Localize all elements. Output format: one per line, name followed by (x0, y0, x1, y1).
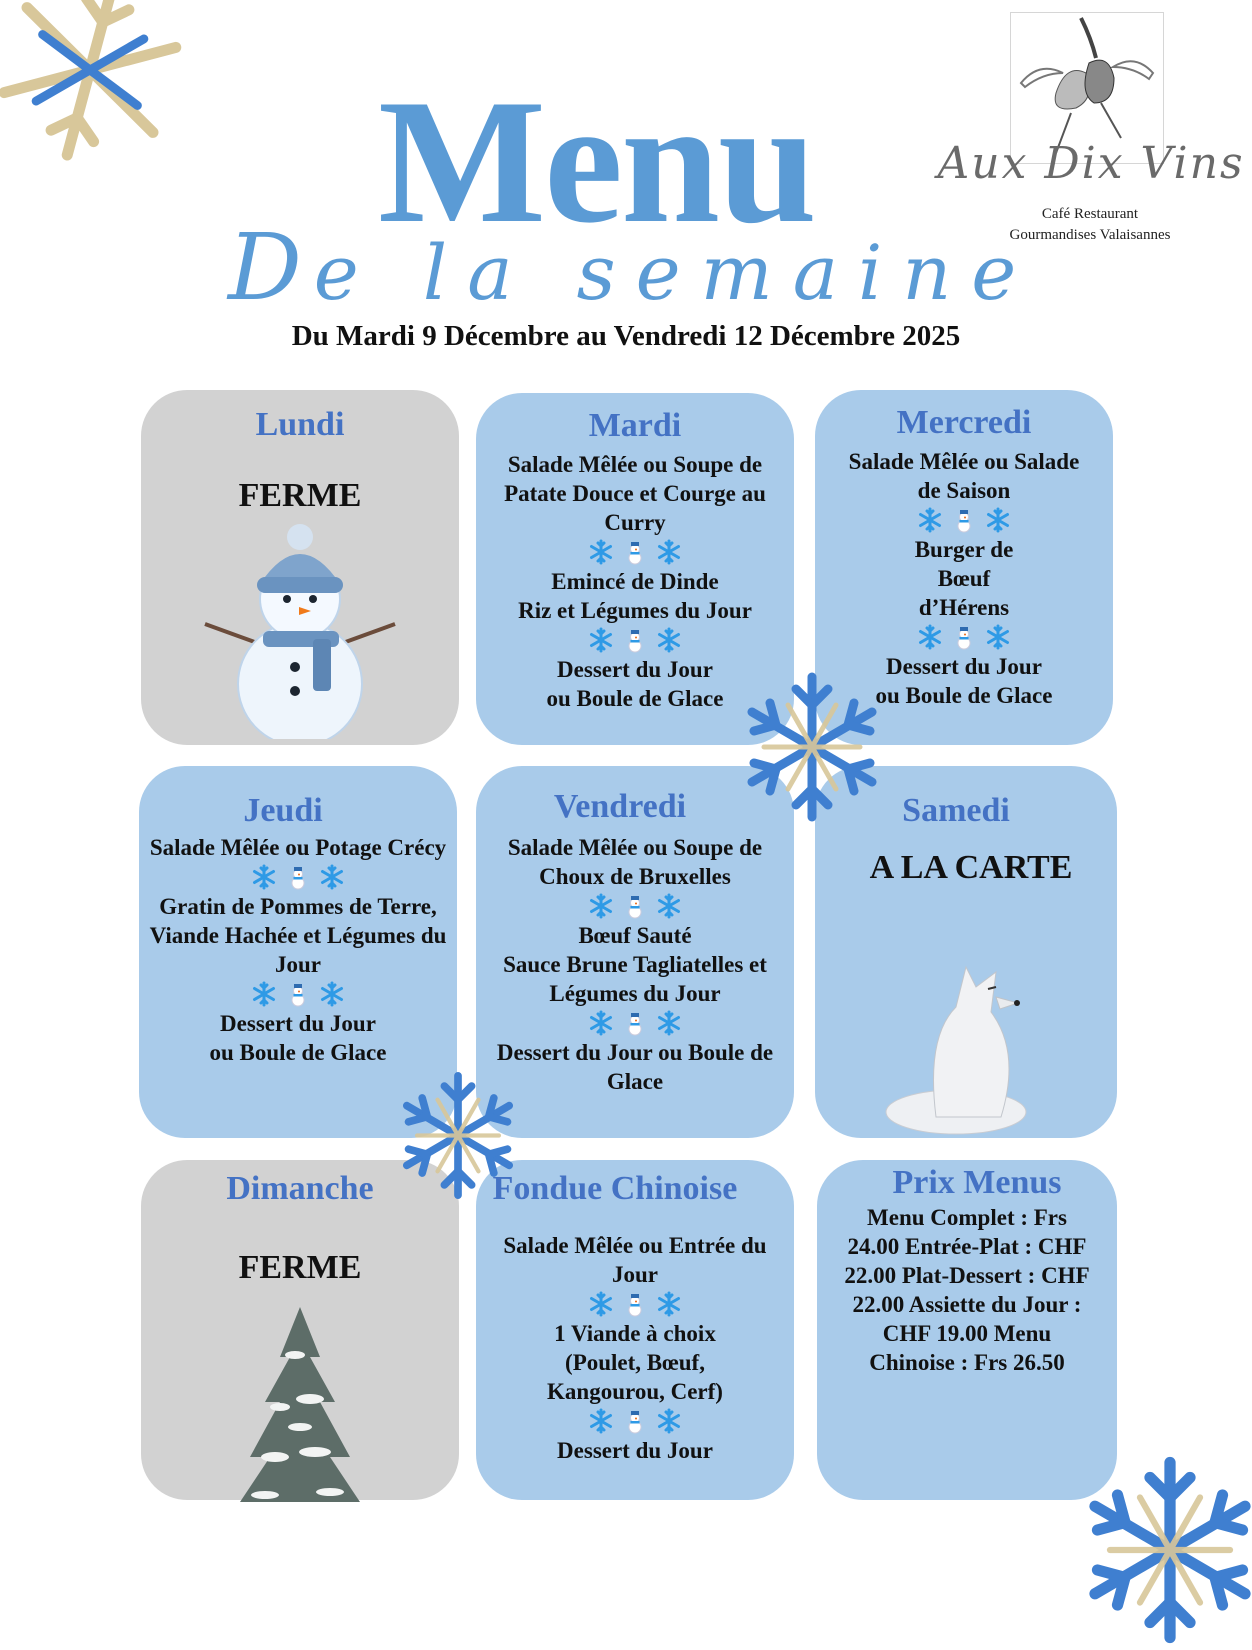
logo-tagline-1: Café Restaurant (1041, 206, 1139, 222)
snowflake-icon (588, 627, 614, 653)
day-status: FERME (238, 477, 362, 515)
separator (476, 1406, 794, 1436)
snowman-icon (622, 1408, 648, 1434)
separator (476, 1289, 794, 1319)
snowflake-icon (656, 1291, 682, 1317)
dessert: Dessert du Jour ou Boule de Glace (496, 1040, 774, 1095)
day-title: Vendredi (553, 788, 687, 825)
snowman-icon (951, 624, 977, 650)
day-title: Samedi (902, 792, 1010, 829)
snowflake-icon (319, 981, 345, 1007)
snowflake-icon (588, 893, 614, 919)
menu-title: Menu (378, 62, 815, 260)
separator (476, 537, 794, 567)
snowflake-icon (251, 981, 277, 1007)
snowflake-icon (588, 539, 614, 565)
snowman-icon (622, 1010, 648, 1036)
snowflake-icon (985, 624, 1011, 650)
snowflake-icon (656, 539, 682, 565)
day-title: Dimanche (226, 1170, 374, 1207)
starter: Salade Mêlée ou Soupe de Choux de Bruxelles (507, 835, 763, 890)
snowman-icon (622, 627, 648, 653)
snowflake-decoration-icon (393, 1063, 523, 1208)
snowflake-icon (656, 1010, 682, 1036)
card-prix-menus (817, 1160, 1117, 1500)
subtitle-capital: D (228, 214, 314, 321)
starter: Salade Mêlée ou Potage Crécy (149, 835, 447, 861)
dessert: Dessert du Jour ou Boule de Glace (875, 654, 1053, 709)
snowman-icon (285, 864, 311, 890)
snowflake-icon (656, 627, 682, 653)
day-title: Mardi (588, 407, 682, 444)
snowflake-icon (319, 864, 345, 890)
snowman-icon (622, 1291, 648, 1317)
logo-tagline-2: Gourmandises Valaisannes (1009, 227, 1171, 243)
main-course: Bœuf Sauté (578, 923, 692, 949)
separator (815, 505, 1113, 535)
starter: Salade Mêlée ou Soupe de Patate Douce et Courge au Curry (504, 452, 766, 536)
snowflake-icon (917, 624, 943, 650)
date-range: Du Mardi 9 Décembre au Vendredi 12 Décembre 2025 (291, 320, 961, 352)
main-course: Emincé de Dinde (551, 569, 719, 595)
fondue-title: Fondue Chinoise (492, 1170, 738, 1207)
snowflake-icon (588, 1291, 614, 1317)
subtitle-text: e la semaine (313, 228, 1037, 317)
dessert: Dessert du Jour ou Boule de Glace (546, 657, 724, 712)
snowflake-icon (588, 1010, 614, 1036)
starter: Salade Mêlée ou Salade de Saison (848, 449, 1080, 504)
main-course: 1 Viande à choix (554, 1321, 716, 1347)
snowman-icon (951, 507, 977, 533)
snowy-fir-tree-icon (235, 1307, 365, 1507)
day-title: Jeudi (243, 792, 323, 829)
snowman-illustration-icon (195, 519, 405, 739)
card-lundi (141, 390, 459, 745)
snowflake-icon (588, 1408, 614, 1434)
snowman-icon (285, 981, 311, 1007)
snowflake-decoration-icon (737, 662, 887, 832)
snowflake-icon (251, 864, 277, 890)
day-status: A LA CARTE (869, 849, 1073, 887)
main-course: Burger de Bœuf d’Hérens (914, 537, 1014, 621)
restaurant-logo (930, 10, 1250, 243)
main-course-side: Sauce Brune Tagliatelles et Légumes du Jour (503, 952, 767, 1007)
day-status: FERME (238, 1249, 362, 1287)
prices-text: Menu Complet : Frs 24.00 Entrée-Plat : CHF 22.00 Plat-Dessert : CHF 22.00 Assiette du Jour : CHF 19.00 Menu Chinoise : Frs 26.50 (844, 1205, 1090, 1376)
snowman-icon (622, 539, 648, 565)
separator (139, 979, 457, 1009)
meat-choices: (Poulet, Bœuf, Kangourou, Cerf) (547, 1350, 723, 1405)
separator (476, 625, 794, 655)
separator (815, 622, 1113, 652)
separator (476, 1008, 794, 1038)
arctic-fox-illustration-icon (876, 927, 1056, 1137)
separator (476, 891, 794, 921)
snowflake-icon (985, 507, 1011, 533)
snowflake-icon (917, 507, 943, 533)
day-title: Lundi (255, 406, 345, 443)
logo-name: Aux Dix Vins (937, 138, 1245, 189)
card-dimanche (141, 1160, 459, 1500)
prices-title: Prix Menus (892, 1164, 1062, 1201)
menu-subtitle (228, 214, 1037, 321)
dessert: Dessert du Jour (557, 1438, 713, 1464)
card-fondue-chinoise (476, 1160, 794, 1500)
main-course: Gratin de Pommes de Terre, Viande Hachée et Légumes du Jour (149, 894, 447, 978)
snowflake-icon (656, 893, 682, 919)
starter: Salade Mêlée ou Entrée du Jour (503, 1233, 767, 1288)
corner-snowflake-icon (0, 0, 190, 170)
snowflake-icon (656, 1408, 682, 1434)
snowman-icon (622, 893, 648, 919)
day-title: Mercredi (896, 404, 1032, 441)
main-course-side: Riz et Légumes du Jour (518, 598, 752, 624)
dessert: Dessert du Jour ou Boule de Glace (209, 1011, 387, 1066)
separator (139, 862, 457, 892)
